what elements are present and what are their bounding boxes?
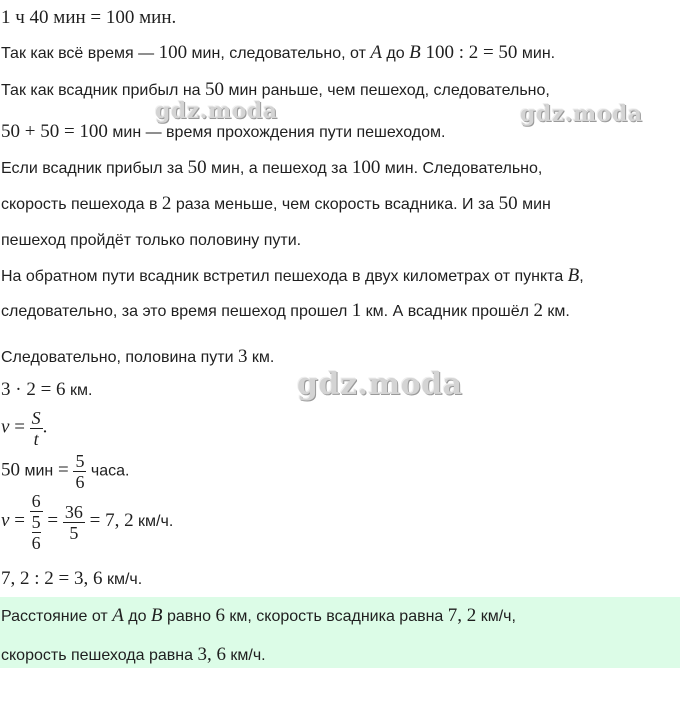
solution-line-9 [1,300,570,323]
text: мин, а пешеход за [206,160,352,177]
text: Если всадник прибыл за [1,160,188,177]
text: скорость пешехода равна [1,647,198,664]
text: до [123,608,151,625]
text: км/ч. [102,571,143,588]
text: Следовательно, половина пути [1,349,238,366]
nested-denominator: 6 [31,533,41,553]
fraction-five-sixths [73,451,86,492]
text: На обратном пути всадник встретил пешехода в двух километрах от пункта [1,268,568,285]
velocity-formula [1,408,47,449]
denominator: t [33,429,39,449]
text: км/ч, [476,608,516,625]
text: , [579,268,584,285]
math: = [53,459,74,481]
math-variable: v [1,510,10,532]
solution-line-8 [1,265,584,288]
fraction-36-over-5 [63,502,85,543]
text: мин раньше, чем пешеход, следовательно, [224,82,550,99]
numerator: S [31,408,41,428]
text: часа. [86,462,130,480]
denominator: 5 [69,522,79,543]
math-variable: B [567,265,580,286]
math: 2 [533,300,543,321]
text: Так как всадник прибыл на [1,82,205,99]
math-expression: 1 ч 40 мин = 100 мин. [1,7,177,28]
nested-fraction [32,512,41,553]
math: 3 [237,346,248,367]
watermark-logo: gdz.moda [520,101,643,127]
math: 1 [351,300,362,321]
text: мин — время прохождения пути пешеходом. [107,124,446,141]
math: 3 · 2 = 6 [1,379,66,400]
text: км/ч. [225,647,266,664]
watermark-logo: gdz.moda [155,98,278,124]
math: 50 [1,459,20,481]
math: 50 [498,193,518,214]
text: км. А всадник прошёл [361,303,534,320]
denominator-fraction [30,512,43,553]
watermark-logo: gdz.moda [297,367,463,402]
math: 50 [205,79,224,100]
solution-line-10 [1,346,274,369]
numerator: 5 [75,451,85,471]
text: мин [517,196,551,213]
math-variable: A [370,42,382,63]
solution-line-6 [1,193,551,216]
solution-line-5 [1,157,542,180]
text: раза меньше, чем скорость всадника. И за [171,196,499,213]
math: 6 [215,605,225,626]
math: 100 [351,157,381,178]
math: 2 [161,193,172,214]
text: км. [65,382,93,399]
text: мин. Следовательно, [380,160,543,177]
text: км. [542,303,570,320]
speed-calculation [1,491,173,553]
text: мин, следовательно, от [187,45,371,62]
text: пешеход пройдёт только половину пути. [1,232,302,249]
math-variable: B [409,42,421,63]
math: = [9,510,30,532]
compound-fraction [30,491,43,553]
math: 7, 2 [447,605,477,626]
math: = [9,416,30,438]
text: следовательно, за это время пешеход прошел [1,303,352,320]
math-variable: B [150,605,163,626]
text: км. [247,349,275,366]
text: мин [20,462,54,480]
math: . [42,416,48,438]
solution-line-7 [1,230,301,252]
text: км/ч. [133,513,174,531]
math: 7, 2 : 2 = 3, 6 [1,568,103,589]
solution-line-2 [1,42,555,65]
text: км, скорость всадника равна [224,608,448,625]
numerator: 6 [31,491,41,511]
math: 50 [187,157,207,178]
solution-line-4 [1,121,445,144]
denominator: 6 [75,472,85,492]
time-conversion [1,451,129,492]
numerator: 36 [64,501,83,522]
math: = 7, 2 [84,510,134,532]
nested-numerator: 5 [31,512,41,532]
math-variable: v [1,416,10,438]
text: Расстояние от [1,608,113,625]
text: равно [162,608,216,625]
solution-line-11 [1,379,92,402]
math-variable: A [112,605,124,626]
solution-line-1 [1,7,176,30]
fraction-s-over-t [30,408,43,449]
text: скорость пешехода в [1,196,162,213]
answer-line-2 [1,644,266,667]
text: до [381,45,410,62]
math: 3, 6 [197,644,226,665]
math: 100 : 2 = 50 [420,42,518,63]
math: = [42,510,63,532]
solution-line-15 [1,568,142,591]
text: мин. [517,45,556,62]
answer-line-1 [1,605,516,628]
text: Так как всё время — [1,45,159,62]
math: 50 + 50 = 100 [1,121,108,142]
math: 100 [158,42,188,63]
